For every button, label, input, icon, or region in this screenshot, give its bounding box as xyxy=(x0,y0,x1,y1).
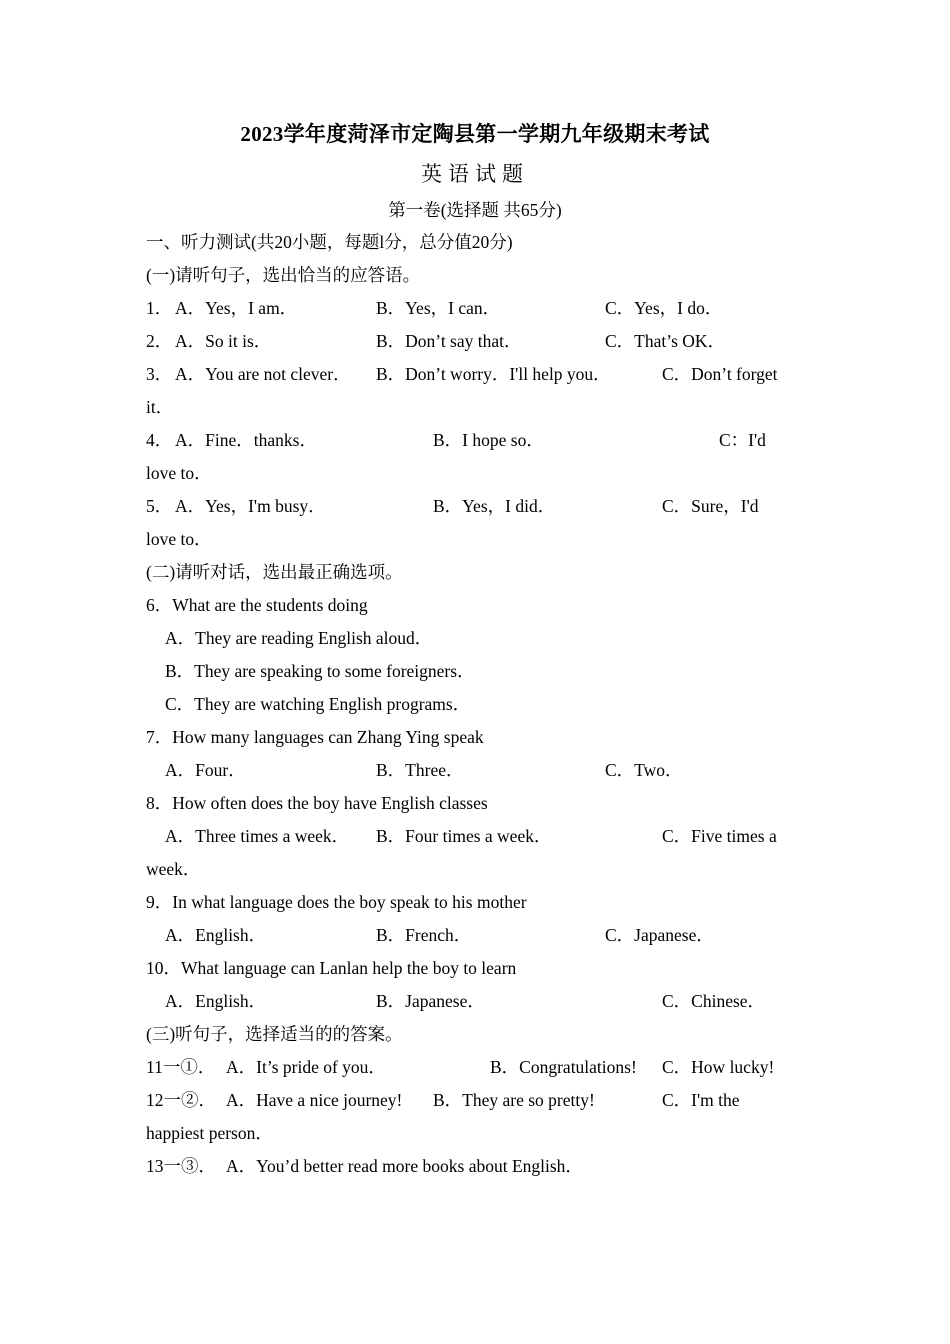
option-a: A．You are not clever． xyxy=(175,364,351,384)
option-a: A．So it is． xyxy=(175,331,272,351)
question-12-continuation: happiest person． xyxy=(146,1123,273,1143)
question-number: 12一②． xyxy=(146,1090,216,1110)
question-6-option-b: B．They are speaking to some foreigners． xyxy=(165,661,475,681)
question-number: 13一③． xyxy=(146,1156,216,1176)
exam-subtitle: 英语试题 xyxy=(421,162,529,186)
option-a: A．Yes，I am． xyxy=(175,298,298,318)
question-4-continuation: love to． xyxy=(146,463,212,483)
subsection-3-heading: (三)听句子，选择适当的的答案。 xyxy=(146,1024,403,1044)
question-8-continuation: week． xyxy=(146,859,201,879)
option-a: A．You’d better read more books about English． xyxy=(226,1156,583,1176)
question-number: 4． xyxy=(146,430,173,450)
option-a: A．Have a nice journey! xyxy=(226,1090,403,1110)
subsection-2-heading: (二)请听对话，选出最正确选项。 xyxy=(146,562,403,582)
option-b: B．Congratulations! xyxy=(490,1057,637,1077)
question-8-stem: 8．How often does the boy have English classes xyxy=(146,793,488,813)
question-9-stem: 9．In what language does the boy speak to his mother xyxy=(146,892,527,912)
option-b: B．Four times a week． xyxy=(376,826,552,846)
option-c: C．Japanese． xyxy=(605,925,714,945)
question-10-stem: 10．What language can Lanlan help the boy to learn xyxy=(146,958,517,978)
option-c: C．How lucky! xyxy=(662,1057,775,1077)
option-b: B．Three． xyxy=(376,760,464,780)
question-5-continuation: love to． xyxy=(146,529,212,549)
section-listening-heading: 一、听力测试(共20小题，每题l分，总分值20分) xyxy=(146,232,513,252)
option-b: B．I hope so． xyxy=(433,430,544,450)
option-c: C．Don’t forget xyxy=(662,364,778,384)
option-c: C．That’s OK． xyxy=(605,331,726,351)
part-heading: 第一卷(选择题 共65分) xyxy=(388,200,562,220)
question-number: 1． xyxy=(146,298,173,318)
option-a: A．English． xyxy=(165,925,267,945)
question-number: 11一①． xyxy=(146,1057,216,1077)
option-c: C．Sure，I'd xyxy=(662,496,759,516)
question-3-continuation: it． xyxy=(146,397,174,417)
option-b: B．Japanese． xyxy=(376,991,485,1011)
option-a: A．Yes，I'm busy． xyxy=(175,496,326,516)
option-b: B．Don’t say that． xyxy=(376,331,522,351)
question-6-option-c: C．They are watching English programs． xyxy=(165,694,471,714)
option-b: B．Yes，I did． xyxy=(433,496,556,516)
option-c: C．Two． xyxy=(605,760,683,780)
option-b: B．Yes，I can． xyxy=(376,298,501,318)
question-number: 5． xyxy=(146,496,173,516)
subsection-1-heading: (一)请听句子，选出恰当的应答语。 xyxy=(146,265,421,285)
question-7-stem: 7．How many languages can Zhang Ying speak xyxy=(146,727,484,747)
option-a: A．Four． xyxy=(165,760,246,780)
option-c: C．Chinese． xyxy=(662,991,766,1011)
exam-title: 2023学年度菏泽市定陶县第一学期九年级期末考试 xyxy=(240,122,710,146)
question-6-stem: 6．What are the students doing xyxy=(146,595,368,615)
option-a: A．English． xyxy=(165,991,267,1011)
question-number: 3． xyxy=(146,364,173,384)
option-c: C：I'd xyxy=(719,430,766,450)
question-number: 2． xyxy=(146,331,173,351)
option-a: A．Three times a week． xyxy=(165,826,350,846)
option-c: C．Yes，I do． xyxy=(605,298,723,318)
option-c: C．I'm the xyxy=(662,1090,740,1110)
option-a: A．Fine．thanks． xyxy=(175,430,317,450)
option-c: C．Five times a xyxy=(662,826,777,846)
option-b: B．French． xyxy=(376,925,472,945)
option-b: B．Don’t worry．I'll help you． xyxy=(376,364,611,384)
option-b: B．They are so pretty! xyxy=(433,1090,595,1110)
question-6-option-a: A．They are reading English aloud． xyxy=(165,628,433,648)
option-a: A．It’s pride of you． xyxy=(226,1057,386,1077)
